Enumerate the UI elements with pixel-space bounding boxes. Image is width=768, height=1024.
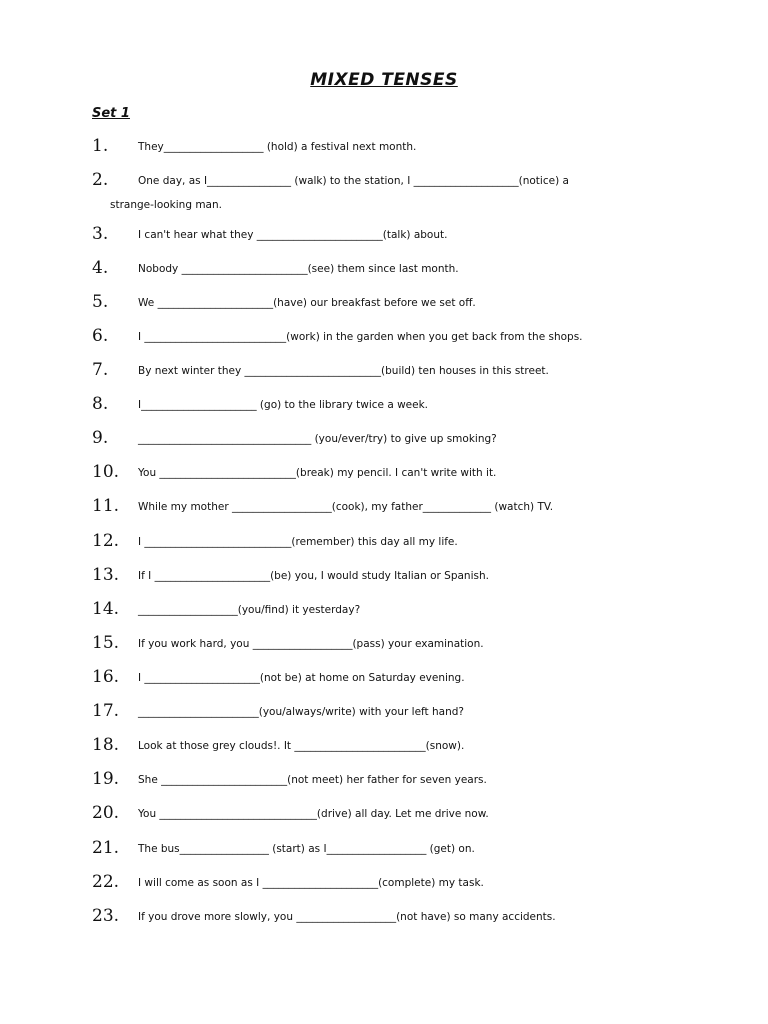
question-text: I ___________________________(work) in the garden when you get back from the shops. <box>138 331 583 343</box>
question-text: If I ______________________(be) you, I would study Italian or Spanish. <box>138 570 489 582</box>
question-number: 13. <box>92 565 120 585</box>
question-text: We ______________________(have) our breakfast before we set off. <box>138 297 476 309</box>
question-text: ___________________(you/find) it yesterday? <box>138 604 361 616</box>
question-text: _______________________(you/always/write) with your left hand? <box>138 706 464 718</box>
question-text: I ____________________________(remember) this day all my life. <box>138 536 458 548</box>
question-number: 15. <box>92 633 120 653</box>
question-number: 7. <box>92 360 109 380</box>
question-text: One day, as I________________ (walk) to the station, I ____________________(notice) a <box>138 175 569 187</box>
question-number: 12. <box>92 531 120 551</box>
question-number: 3. <box>92 224 109 244</box>
question-number: 1. <box>92 136 109 156</box>
question-number: 20. <box>92 803 120 823</box>
question-number: 14. <box>92 599 120 619</box>
question-text: Nobody ________________________(see) them since last month. <box>138 263 459 275</box>
question-continuation: strange-looking man. <box>110 199 222 211</box>
question-number: 23. <box>92 906 120 926</box>
question-number: 8. <box>92 394 109 414</box>
question-text: If you drove more slowly, you ___________________(not have) so many accidents. <box>138 911 556 923</box>
question-number: 4. <box>92 258 109 278</box>
question-text: You __________________________(break) my pencil. I can't write with it. <box>138 467 497 479</box>
question-number: 19. <box>92 769 120 789</box>
set-label: Set 1 <box>92 106 130 121</box>
question-text: I can't hear what they ________________________(talk) about. <box>138 229 448 241</box>
question-number: 16. <box>92 667 120 687</box>
question-number: 11. <box>92 496 120 516</box>
question-number: 18. <box>92 735 120 755</box>
question-text: She ________________________(not meet) her father for seven years. <box>138 774 487 786</box>
question-number: 9. <box>92 428 109 448</box>
question-number: 6. <box>92 326 109 346</box>
question-number: 10. <box>92 462 120 482</box>
question-text: Look at those grey clouds!. It _________________________(snow). <box>138 740 465 752</box>
question-text: The bus_________________ (start) as I___________________ (get) on. <box>138 843 475 855</box>
page-title: MIXED TENSES <box>310 70 458 90</box>
question-text: By next winter they __________________________(build) ten houses in this street. <box>138 365 549 377</box>
question-text: I ______________________(not be) at home on Saturday evening. <box>138 672 465 684</box>
question-text: They___________________ (hold) a festival next month. <box>138 141 417 153</box>
question-text: If you work hard, you ___________________(pass) your examination. <box>138 638 484 650</box>
question-number: 21. <box>92 838 120 858</box>
question-text: You ______________________________(drive) all day. Let me drive now. <box>138 808 489 820</box>
question-number: 22. <box>92 872 120 892</box>
question-number: 5. <box>92 292 109 312</box>
question-text: I will come as soon as I ______________________(complete) my task. <box>138 877 484 889</box>
question-text: _________________________________ (you/ever/try) to give up smoking? <box>138 433 497 445</box>
question-number: 17. <box>92 701 120 721</box>
question-text: I______________________ (go) to the library twice a week. <box>138 399 429 411</box>
question-number: 2. <box>92 170 109 190</box>
question-text: While my mother ___________________(cook), my father_____________ (watch) TV. <box>138 501 554 513</box>
